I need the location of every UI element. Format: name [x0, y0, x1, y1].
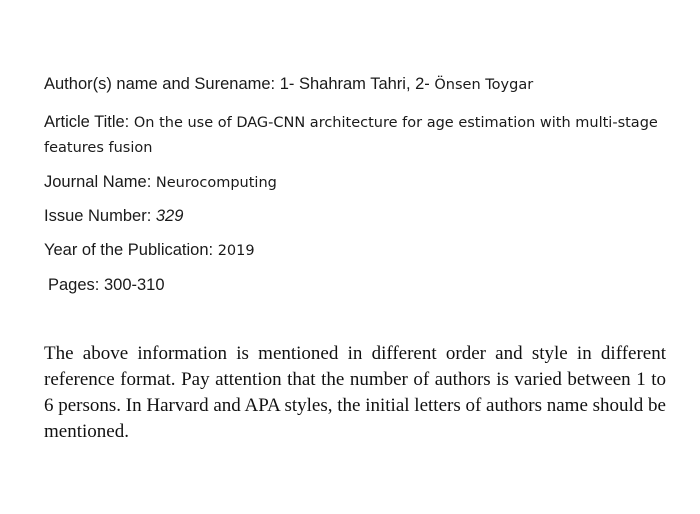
issue-number-label: Issue Number:: [44, 207, 156, 225]
journal-name-label: Journal Name:: [44, 173, 156, 191]
pages-label: Pages:: [48, 276, 104, 294]
authors-label: Author(s) name and Surename: 1- Shahram Tahri, 2-: [44, 75, 435, 93]
pages-line: [48, 273, 678, 297]
journal-name-line: [44, 170, 674, 195]
pages-value: 300-310: [103, 276, 165, 294]
instruction-paragraph: The above information is mentioned in different order and style in different reference format. Pay attention that the number of authors is varied between 1 to 6 persons. In Harvard and APA styles, the initial letters of authors name should be mentioned.: [44, 343, 666, 442]
article-title-value: On the use of DAG-CNN architecture for age estimation with multi-stage features fusion: [44, 115, 658, 156]
year-line: [44, 238, 674, 263]
issue-number-value: 329: [155, 207, 184, 225]
article-title-line: [44, 110, 674, 160]
journal-name-value: Neurocomputing: [155, 175, 277, 191]
issue-number-line: [44, 204, 674, 228]
authors-value: Önsen Toygar: [434, 77, 534, 93]
year-value: 2019: [217, 243, 255, 259]
year-label: Year of the Publication:: [44, 241, 218, 259]
article-title-label: Article Title:: [44, 113, 134, 131]
authors-line: [44, 72, 674, 97]
